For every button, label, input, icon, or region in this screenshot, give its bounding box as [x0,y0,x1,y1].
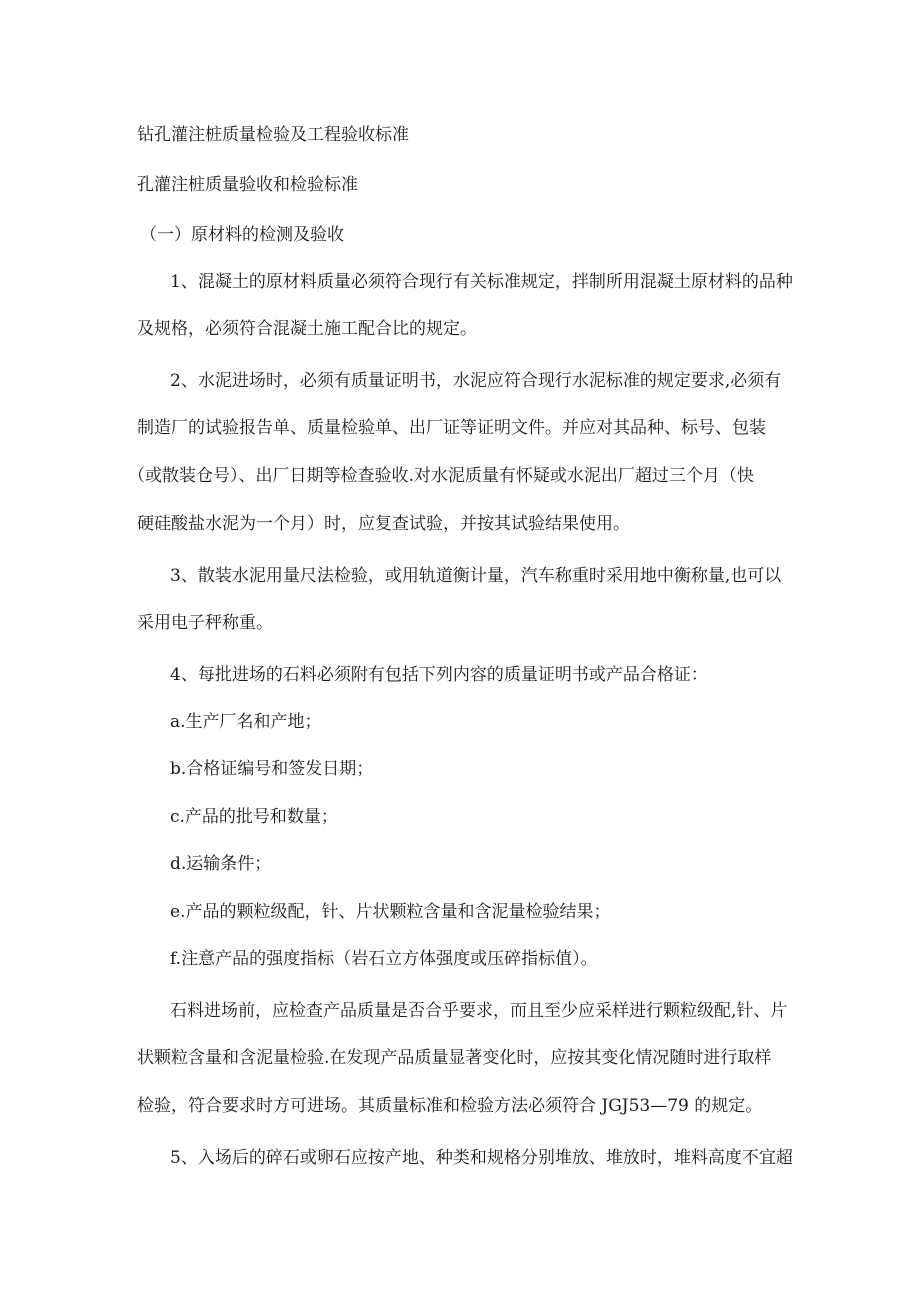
paragraph-line: （或散装仓号）、出厂日期等检查验收.对水泥质量有怀疑或水泥出厂超过三个月（快 [128,466,754,486]
paragraph-line: 4、每批进场的石料必须附有包括下列内容的质量证明书或产品合格证： [170,665,708,685]
paragraph-line: 制造厂的试验报告单、质量检验单、出厂证等证明文件。并应对其品种、标号、包装 [137,418,766,438]
paragraph-line: 硬硅酸盐水泥为一个月）时，应复查试验，并按其试验结果使用。 [137,514,630,534]
paragraph-line: 状颗粒含量和含泥量检验.在发现产品质量显著变化时，应按其变化情况随时进行取样 [137,1048,772,1068]
list-item: c.产品的批号和数量； [170,807,338,827]
paragraph-line: 5、入场后的碎石或卵石应按产地、种类和规格分别堆放、堆放时，堆料高度不宜超 [170,1148,793,1168]
paragraph-line: 及规格，必须符合混凝土施工配合比的规定。 [137,319,477,339]
paragraph-line: 3、散装水泥用量尺法检验，或用轨道衡计量，汽车称重时采用地中衡称量,也可以 [170,566,782,586]
paragraph-line: 石料进场前，应检查产品质量是否合乎要求，而且至少应采样进行颗粒级配,针、片 [170,1001,788,1021]
paragraph-line: 采用电子秤称重。 [137,613,273,633]
paragraph-line: 检验，符合要求时方可进场。其质量标准和检验方法必须符合 JGJ53—79 的规定。 [137,1096,763,1116]
paragraph-line: 1、混凝土的原材料质量必须符合现行有关标准规定，拌制所用混凝土原材料的品种 [170,272,793,292]
document-title: 钻孔灌注桩质量检验及工程验收标准 [137,125,409,145]
document-subtitle: 孔灌注桩质量验收和检验标准 [137,175,358,195]
list-item: d.运输条件； [170,854,272,874]
list-item: b.合格证编号和签发日期； [170,759,374,779]
list-item: a.生产厂名和产地； [170,712,322,732]
section-heading: （一）原材料的检测及验收 [140,225,344,245]
list-item: f.注意产品的强度指标（岩石立方体强度或压碎指标值）。 [170,949,598,969]
list-item: e.产品的颗粒级配，针、片状颗粒含量和含泥量检验结果； [170,902,611,922]
paragraph-line: 2、水泥进场时，必须有质量证明书，水泥应符合现行水泥标准的规定要求,必须有 [170,371,782,391]
